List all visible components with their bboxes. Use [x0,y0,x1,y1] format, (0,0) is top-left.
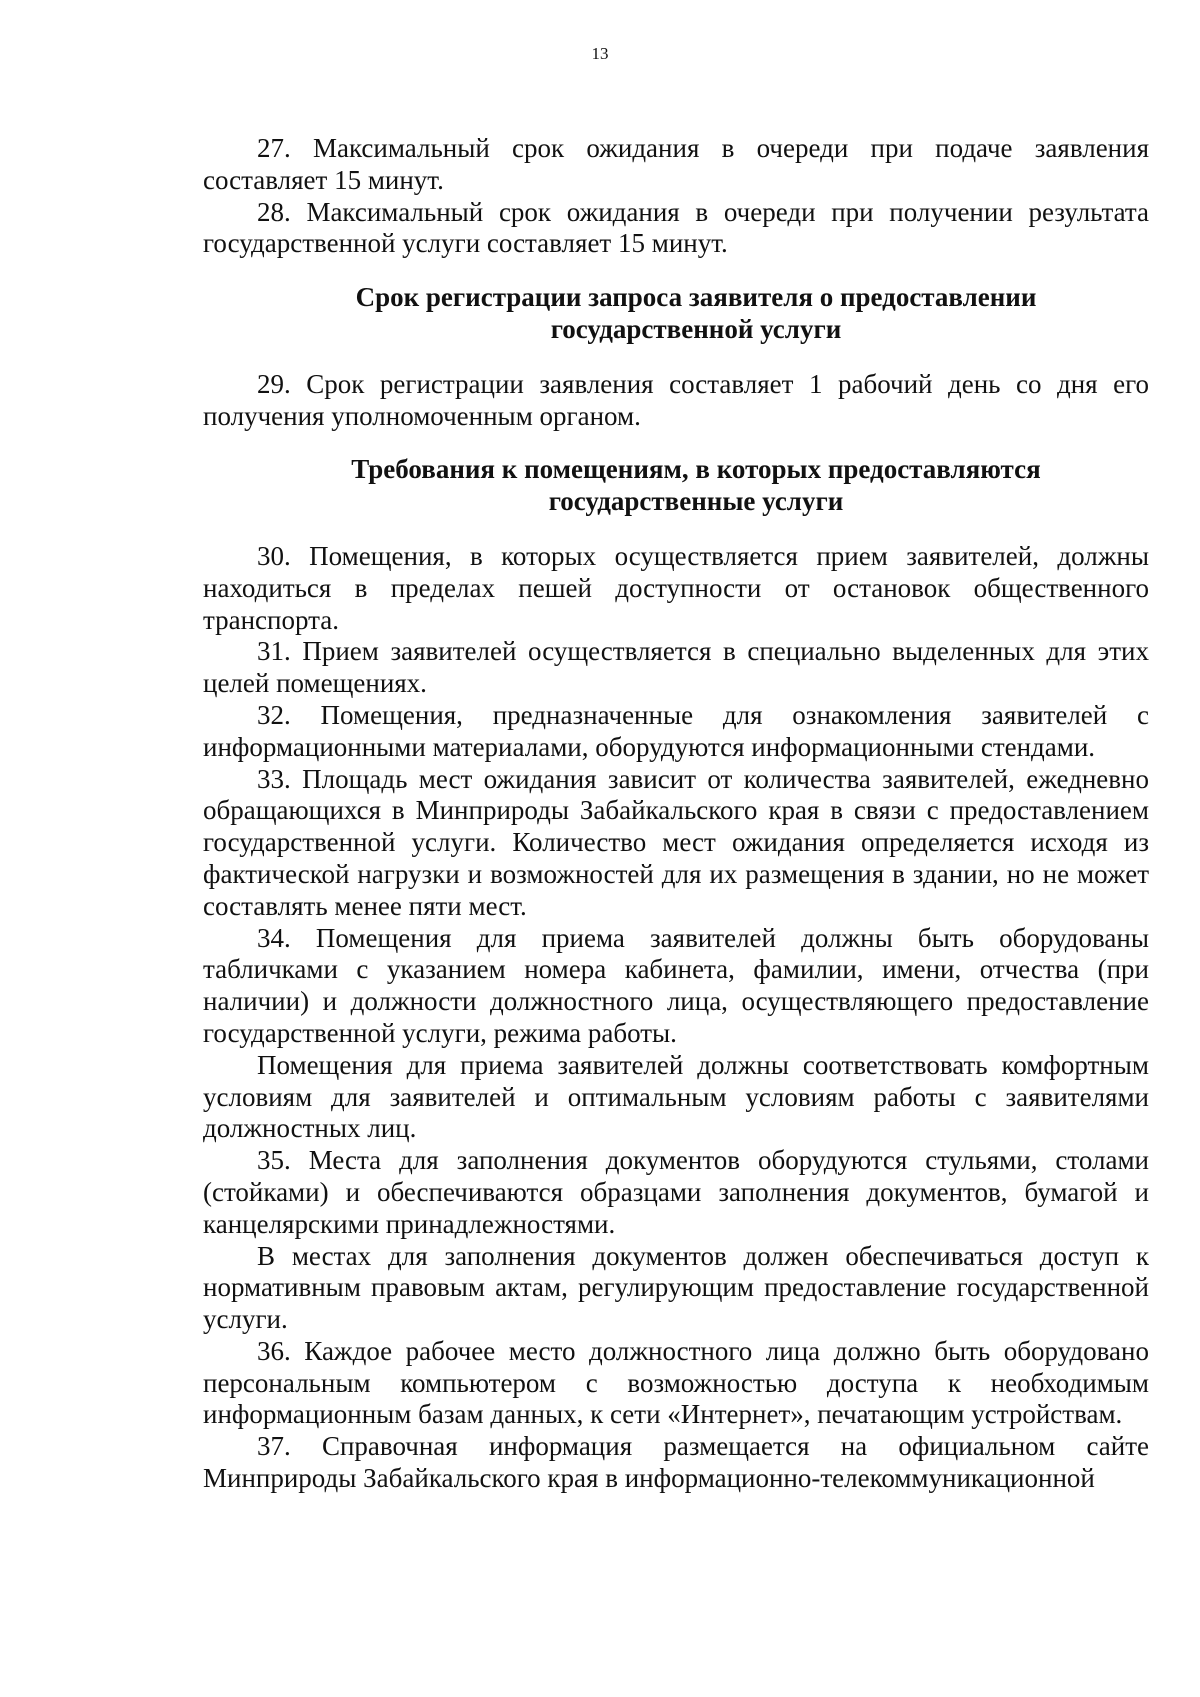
paragraph-34: 34. Помещения для приема заявителей должны быть оборудованы табличками с указанием номера кабинета, фамилии, имени, отчества (при наличии) и должности должностного лица, осуществляющего предоставление государственной услуги, режима работы. [203,922,1149,1048]
heading-line: Требования к помещениям, в которых предоставляются [351,454,1041,485]
paragraph-28: 28. Максимальный срок ожидания в очереди при получении результата государственной услуги составляет 15 минут. [203,196,1149,259]
heading-line: государственной услуги [550,313,842,344]
heading-line: Срок регистрации запроса заявителя о предоставлении [355,282,1037,313]
paragraph-35: 35. Места для заполнения документов оборудуются стульями, столами (стойками) и обеспечиваются образцами заполнения документов, бумагой и канцелярскими принадлежностями. [203,1145,1149,1239]
paragraph-29: 29. Срок регистрации заявления составляет 1 рабочий день со дня его получения уполномоченным органом. [203,368,1149,431]
document-body [203,133,1149,1495]
section-heading-registration [203,282,1149,346]
paragraph-35-continued: В местах для заполнения документов должен обеспечиваться доступ к нормативным правовым актам, регулирующим предоставление государственной услуги. [203,1240,1149,1335]
paragraph-33: 33. Площадь мест ожидания зависит от количества заявителей, ежедневно обращающихся в Минприроды Забайкальского края в связи с предоставлением государственной услуги. Количество мест ожидания определяется исходя из фактической нагрузки и возможностей для их размещения в здании, но не может составлять менее пяти мест. [203,763,1149,921]
page-number: 13 [591,44,609,63]
paragraph-34-continued: Помещения для приема заявителей должны соответствовать комфортным условиям для заявителей и оптимальным условиям работы с заявителями должностных лиц. [203,1049,1149,1144]
paragraph-30: 30. Помещения, в которых осуществляется прием заявителей, должны находиться в пределах пешей доступности от остановок общественного транспорта. [203,540,1149,635]
paragraph-27: 27. Максимальный срок ожидания в очереди при подаче заявления составляет 15 минут. [203,133,1149,195]
paragraph-31: 31. Прием заявителей осуществляется в специально выделенных для этих целей помещениях. [203,636,1149,699]
paragraph-37: 37. Справочная информация размещается на официальном сайте Минприроды Забайкальского края в информационно-телекоммуникационной [203,1431,1149,1494]
paragraph-32: 32. Помещения, предназначенные для ознакомления заявителей с информационными материалами, оборудуются информационными стендами. [203,699,1149,762]
paragraph-36: 36. Каждое рабочее место должностного лица должно быть оборудовано персональным компьютером с возможностью доступа к необходимым информационным базам данных, к сети «Интернет», печатающим устройствам. [203,1335,1149,1430]
heading-line: государственные услуги [548,486,844,517]
section-heading-premises [203,454,1149,518]
